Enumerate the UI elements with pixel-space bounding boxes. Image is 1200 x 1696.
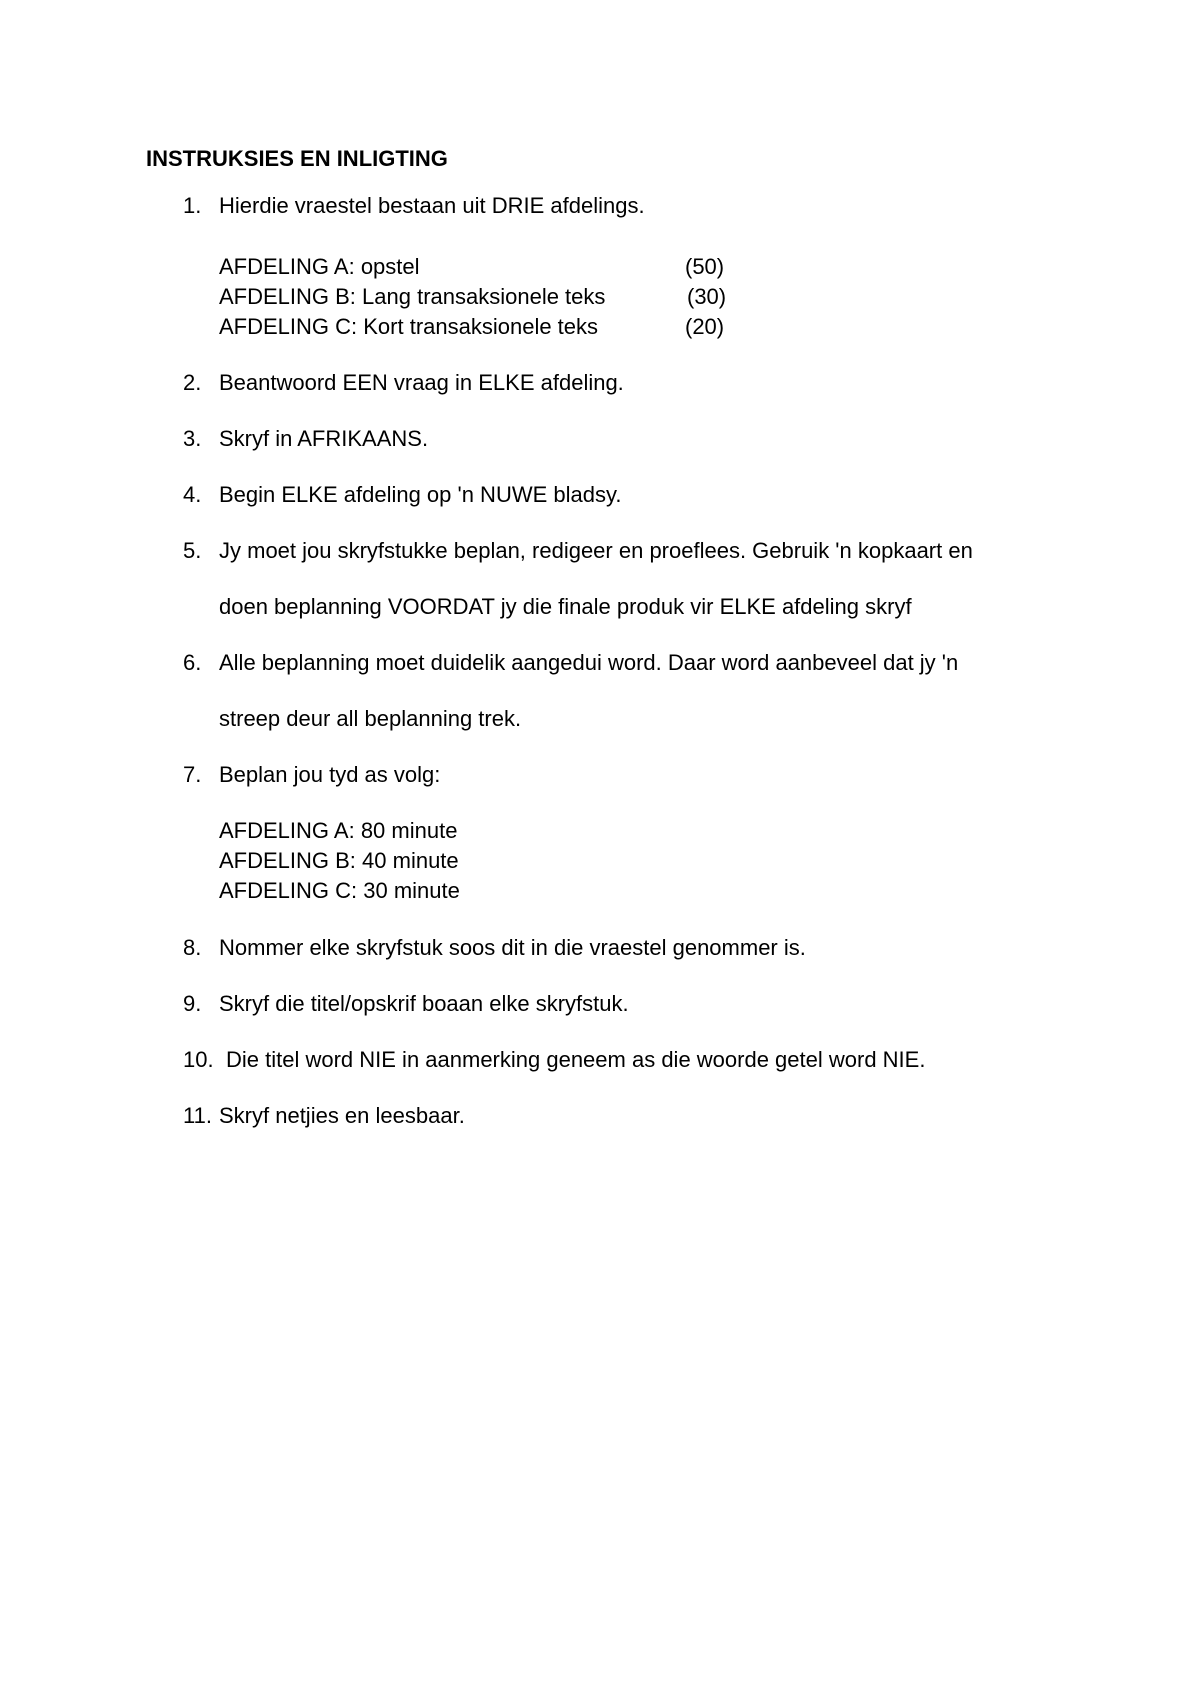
page-heading: INSTRUKSIES EN INLIGTING: [146, 146, 448, 171]
item-text: Jy moet jou skryfstukke beplan, redigeer en proeflees. Gebruik 'n kopkaart en: [219, 538, 973, 563]
time-plan-entry: AFDELING B: 40 minute: [219, 848, 459, 873]
time-plan-entry: AFDELING A: 80 minute: [219, 818, 458, 843]
item-number: 1.: [183, 193, 202, 218]
item-number: 9.: [183, 991, 202, 1016]
section-marks: (50): [685, 254, 725, 279]
section-label: AFDELING C: Kort transaksionele teks: [219, 314, 599, 339]
item-text: Skryf die titel/opskrif boaan elke skryfstuk.: [219, 991, 629, 1016]
item-text: Skryf in AFRIKAANS.: [219, 426, 429, 451]
item-number: 2.: [183, 370, 202, 395]
section-label: AFDELING A: opstel: [219, 254, 420, 279]
section-marks: (20): [685, 314, 725, 339]
item-number: 6.: [183, 650, 202, 675]
item-number: 8.: [183, 935, 202, 960]
section-label: AFDELING B: Lang transaksionele teks: [219, 284, 606, 309]
item-text: Die titel word NIE in aanmerking geneem as die woorde getel word NIE.: [226, 1047, 926, 1072]
item-number: 10.: [183, 1047, 214, 1072]
item-number: 11.: [183, 1103, 212, 1128]
item-number: 3.: [183, 426, 202, 451]
item-text: Begin ELKE afdeling op 'n NUWE bladsy.: [219, 482, 622, 507]
item-text: Alle beplanning moet duidelik aangedui word. Daar word aanbeveel dat jy 'n: [219, 650, 959, 675]
item-text-continued: doen beplanning VOORDAT jy die finale produk vir ELKE afdeling skryf: [219, 594, 912, 619]
item-text: Nommer elke skryfstuk soos dit in die vraestel genommer is.: [219, 935, 806, 960]
item-number: 4.: [183, 482, 202, 507]
item-text: Beplan jou tyd as volg:: [219, 762, 441, 787]
item-number: 5.: [183, 538, 202, 563]
section-marks: (30): [687, 284, 727, 309]
item-text: Beantwoord EEN vraag in ELKE afdeling.: [219, 370, 624, 395]
item-text-continued: streep deur all beplanning trek.: [219, 706, 522, 731]
time-plan-entry: AFDELING C: 30 minute: [219, 878, 460, 903]
item-text: Skryf netjies en leesbaar.: [219, 1103, 465, 1128]
item-number: 7.: [183, 762, 202, 787]
item-text: Hierdie vraestel bestaan uit DRIE afdelings.: [219, 193, 645, 218]
